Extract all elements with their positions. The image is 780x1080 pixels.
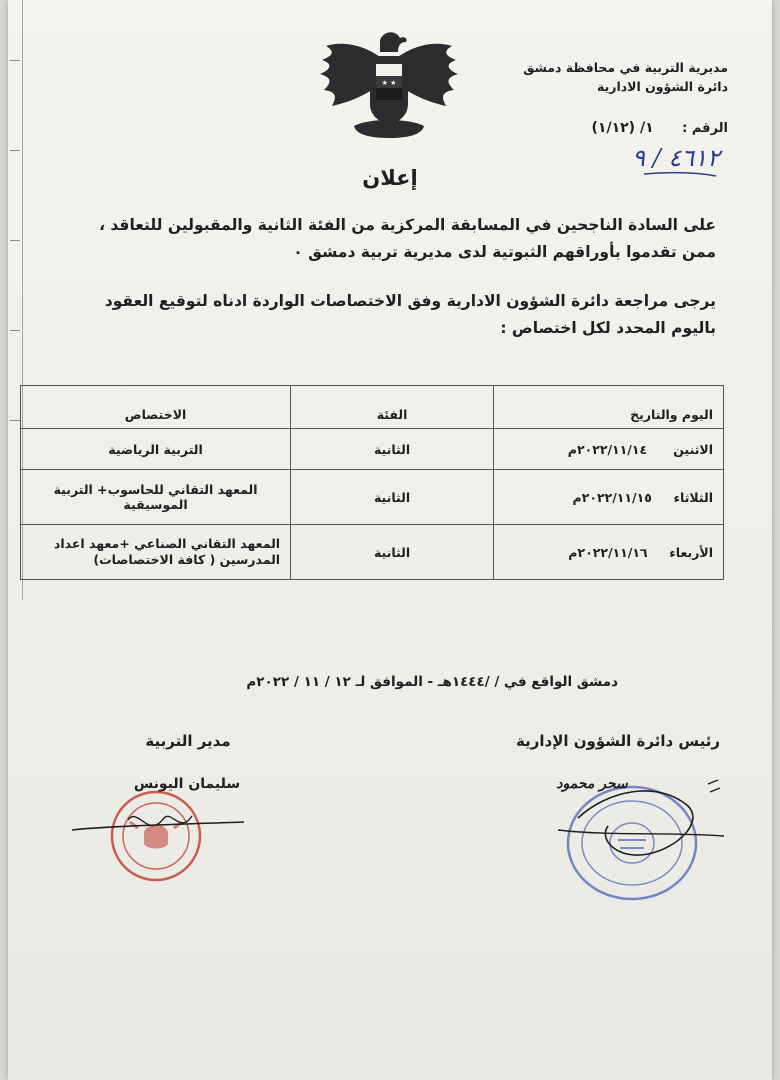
issuer-line-1: مديرية التربية في محافظة دمشق [523,60,728,75]
announcement-title: إعلان [362,166,418,190]
row-day: الاثنين [673,441,713,457]
row-specialty: المعهد التقاني الصناعي +معهد اعداد المدرسين ( كافة الاختصاصات) [21,525,291,580]
issuer-line-2: دائرة الشؤون الادارية [597,79,728,94]
row-day: الأربعاء [669,544,713,560]
row-specialty: المعهد التقاني للحاسوب+ التربية الموسيقية [21,470,291,525]
row-category: الثانية [291,429,494,470]
row-category: الثانية [291,470,494,525]
row-specialty: التربية الرياضية [21,429,291,470]
handwritten-number: ٤٦١٢ / ٩ [632,144,720,172]
schedule-table [20,385,724,580]
row-day: الثلاثاء [673,489,713,505]
announcement-paragraph-1: على السادة الناجحين في المسابقة المركزية من الفئة الثانية والمقبولين للتعاقد ، ممن تقدموا بأوراقهم الثبوتية لدى مديرية تربية دمشق ٠ [99,216,716,261]
table-row [21,525,724,580]
svg-text:★ ★: ★ ★ [381,79,397,87]
signatory-right-title: رئيس دائرة الشؤون الإدارية [515,732,720,750]
eagle-emblem-icon [314,26,464,144]
row-date: ٢٠٢٢/١١/١٤م [567,441,648,457]
row-date: ٢٠٢٢/١١/١٥م [572,489,652,505]
announcement-paragraph-2: يرجى مراجعة دائرة الشؤون الادارية وفق الاختصاصات الواردة ادناه لتوقيع العقود باليوم المحدد لكل اختصاص : [104,292,716,337]
row-date-cell [494,429,724,470]
issue-date-line: دمشق الواقع في / /١٤٤٤هـ - الموافق لـ ١٢ / ١١ / ٢٠٢٢م [246,674,618,690]
header-specialty: الاختصاص [21,386,291,429]
reference-number [488,120,728,136]
header-date: اليوم والتاريخ [494,386,724,429]
document-page [8,0,772,1080]
left-signature-icon [68,800,248,860]
signatory-left-name: سليمان اليونس [133,776,241,792]
row-date-cell [494,470,724,525]
table-row [21,429,724,470]
table-header-row [21,386,724,429]
reference-value: ١/ (١/١٢) [591,120,654,136]
header-category: الفئة [291,386,494,429]
table-row [21,470,724,525]
reference-label: الرقم : [682,121,728,136]
issuer-header [478,58,728,96]
row-date: ٢٠٢٢/١١/١٦م [568,544,648,560]
signatory-right-name: سحر محمود [556,776,628,792]
row-date-cell [494,525,724,580]
signatory-left-title: مدير التربية [145,732,231,750]
row-category: الثانية [291,525,494,580]
